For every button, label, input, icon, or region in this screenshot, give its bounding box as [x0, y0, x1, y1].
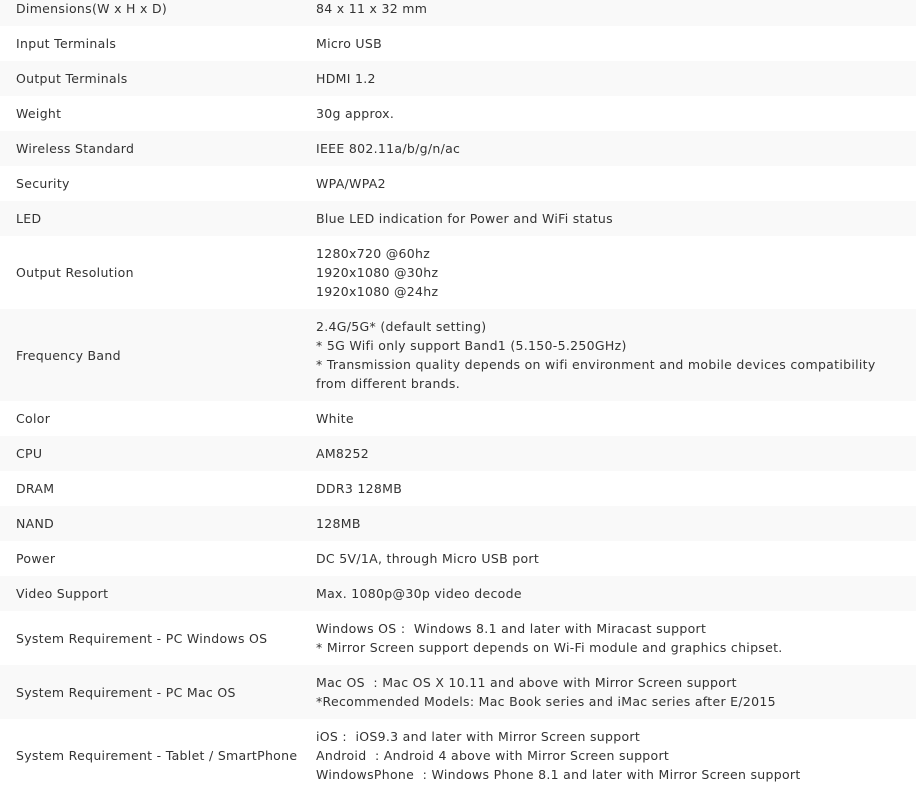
spec-value-line: DDR3 128MB	[316, 481, 403, 496]
spec-value-line: *Recommended Models: Mac Book series and iMac series after E/2015	[316, 694, 776, 709]
spec-label: Wireless Standard	[16, 141, 135, 156]
spec-row	[0, 576, 916, 611]
spec-value-line: 2.4G/5G* (default setting)	[316, 319, 487, 334]
spec-row	[0, 309, 916, 401]
spec-value-line: DC 5V/1A, through Micro USB port	[316, 551, 540, 566]
spec-value	[300, 401, 916, 436]
spec-label: Output Terminals	[16, 71, 128, 86]
spec-row	[0, 665, 916, 719]
spec-label: Frequency Band	[16, 347, 121, 363]
spec-value-line: 30g approx.	[316, 106, 395, 121]
spec-row	[0, 719, 916, 792]
spec-label: DRAM	[16, 481, 55, 496]
spec-row	[0, 611, 916, 665]
spec-row	[0, 236, 916, 309]
spec-value-line: Mac OS : Mac OS X 10.11 and above with Mirror Screen support	[316, 675, 737, 690]
spec-value-line: WindowsPhone : Windows Phone 8.1 and later with Mirror Screen support	[316, 767, 801, 782]
spec-label: System Requirement - PC Windows OS	[16, 630, 268, 646]
spec-label: Dimensions(W x H x D)	[16, 1, 168, 16]
spec-label: System Requirement - Tablet / SmartPhone	[16, 748, 298, 763]
spec-value-line: * Transmission quality depends on wifi environment and mobile devices compatibility from different brands.	[316, 357, 880, 391]
spec-value-line: Micro USB	[316, 36, 382, 51]
spec-value-line: IEEE 802.11a/b/g/n/ac	[316, 141, 461, 156]
spec-value-line: WPA/WPA2	[316, 176, 386, 191]
spec-value	[300, 61, 916, 96]
spec-row	[0, 131, 916, 166]
spec-value	[300, 506, 916, 541]
spec-row	[0, 61, 916, 96]
spec-row	[0, 166, 916, 201]
spec-value-line: 1920x1080 @30hz	[316, 265, 439, 280]
spec-row	[0, 201, 916, 236]
spec-value	[300, 471, 916, 506]
spec-value-line: Windows OS : Windows 8.1 and later with Miracast support	[316, 621, 707, 636]
spec-value	[300, 719, 916, 792]
spec-value	[300, 576, 916, 611]
spec-value	[300, 0, 916, 26]
spec-label: Color	[16, 411, 51, 426]
spec-value-line: Blue LED indication for Power and WiFi status	[316, 211, 613, 226]
spec-value	[300, 26, 916, 61]
spec-label: Weight	[16, 106, 62, 121]
spec-label: Output Resolution	[16, 265, 134, 280]
spec-label: Video Support	[16, 586, 109, 601]
spec-row	[0, 0, 916, 26]
spec-value-line: AM8252	[316, 446, 369, 461]
spec-label: CPU	[16, 446, 43, 461]
spec-value-line: * 5G Wifi only support Band1 (5.150-5.250GHz)	[316, 338, 627, 353]
spec-value	[300, 541, 916, 576]
spec-value	[300, 665, 916, 719]
spec-value	[300, 611, 916, 665]
spec-label: Security	[16, 176, 70, 191]
spec-row	[0, 96, 916, 131]
spec-label: Input Terminals	[16, 36, 117, 51]
spec-row	[0, 401, 916, 436]
spec-row	[0, 541, 916, 576]
spec-value	[300, 309, 916, 401]
spec-row	[0, 506, 916, 541]
spec-label: NAND	[16, 516, 55, 531]
spec-value	[300, 436, 916, 471]
spec-value-line: Android : Android 4 above with Mirror Screen support	[316, 748, 670, 763]
spec-row	[0, 26, 916, 61]
spec-value-line: * Mirror Screen support depends on Wi-Fi module and graphics chipset.	[316, 640, 783, 655]
spec-value-line: 1920x1080 @24hz	[316, 284, 439, 299]
spec-value-line: 128MB	[316, 516, 361, 531]
spec-value	[300, 166, 916, 201]
spec-row	[0, 436, 916, 471]
spec-value-line: White	[316, 411, 354, 426]
spec-value-line: 84 x 11 x 32 mm	[316, 1, 428, 16]
spec-value-line: Max. 1080p@30p video decode	[316, 586, 522, 601]
spec-label: System Requirement - PC Mac OS	[16, 684, 236, 700]
spec-row	[0, 471, 916, 506]
spec-value	[300, 131, 916, 166]
spec-label: LED	[16, 211, 42, 226]
spec-value	[300, 96, 916, 131]
spec-value-line: iOS : iOS9.3 and later with Mirror Screen support	[316, 729, 641, 744]
spec-value	[300, 201, 916, 236]
spec-value-line: HDMI 1.2	[316, 71, 376, 86]
spec-value	[300, 236, 916, 309]
spec-label: Power	[16, 551, 56, 566]
spec-value-line: 1280x720 @60hz	[316, 246, 431, 261]
